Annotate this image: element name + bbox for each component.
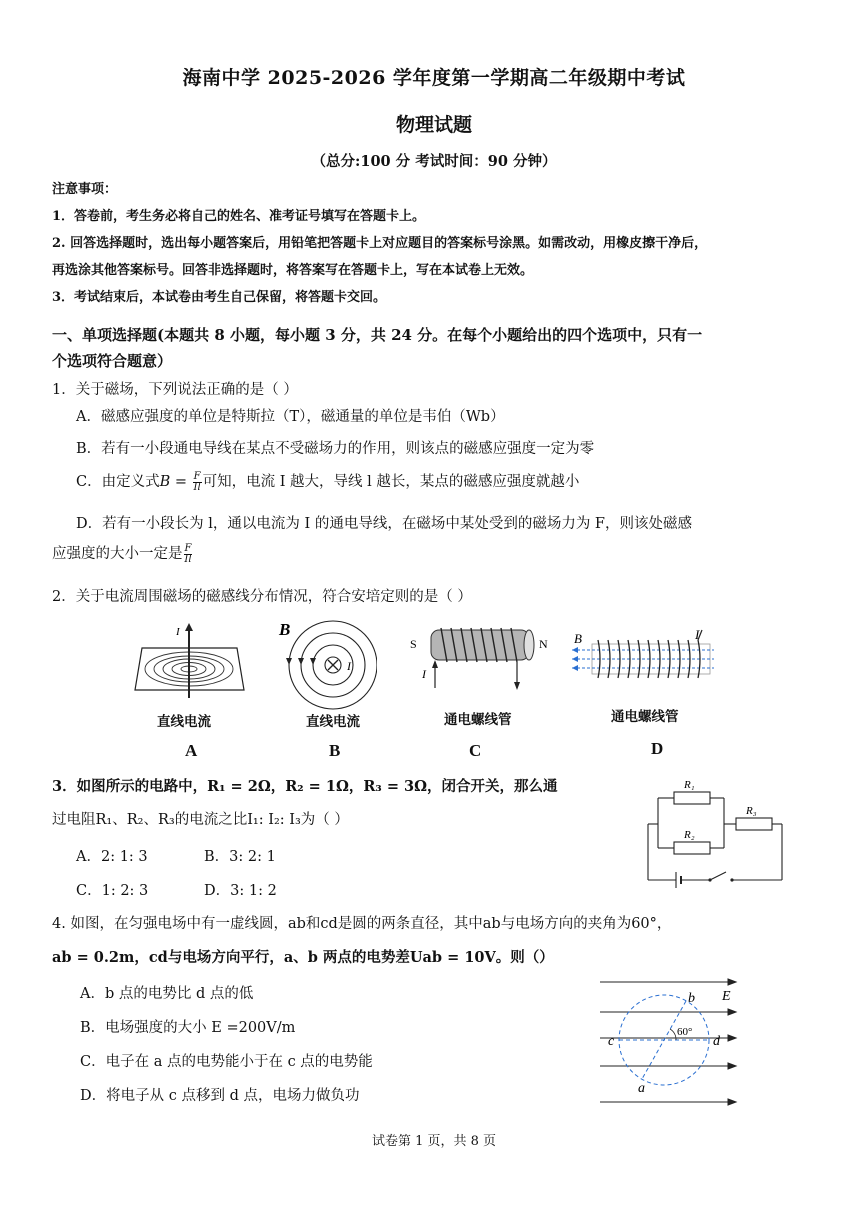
q2-figure-b (277, 615, 377, 713)
q2-caption-b: 直线电流 (306, 714, 360, 730)
q3-option-d: D．3: 1: 2 (204, 883, 277, 899)
q1-option-a: A．磁感应强度的单位是特斯拉（T），磁通量的单位是韦伯（Wb） (76, 409, 505, 425)
svg-text:c: c (608, 1034, 615, 1049)
q4-option-a: A．b 点的电势比 d 点的低 (80, 986, 254, 1002)
q1-option-d: D．若有一小段长为 l，通以电流为 I 的通电导线，在磁场中某处受到的磁场力为 F，则该处磁感 (76, 516, 692, 532)
q1-option-b: B．若有一小段通电导线在某点不受磁场力的作用，则该点的磁感应强度一定为零 (76, 441, 595, 457)
note-item: 3．考试结束后，本试卷由考生自己保留，将答题卡交回。 (52, 290, 387, 305)
svg-text:I: I (176, 626, 180, 638)
q2-figure-c (405, 622, 555, 694)
page-footer: 试卷第 1 页，共 8 页 (371, 1134, 497, 1149)
exam-title: 海南中学 2025-2026 学年度第一学期高二年级期中考试 (182, 67, 686, 89)
q4-option-d: D．将电子从 c 点移到 d 点，电场力做负功 (80, 1088, 360, 1104)
svg-text:B: B (279, 620, 291, 639)
q3-circuit-figure (640, 768, 790, 890)
svg-text:S: S (410, 637, 417, 651)
q3-option-c: C．1: 2: 3 (76, 883, 149, 899)
section-heading-cont: 个选项符合题意） (52, 352, 173, 370)
svg-text:a: a (638, 1081, 645, 1096)
q2-figure-d (568, 628, 718, 690)
q2-letter-d: D (651, 739, 664, 758)
section-heading: 一、单项选择题(本题共 8 小题，每小题 3 分，共 24 分。在每个小题给出的四个选项中，只有一 (52, 326, 703, 344)
svg-text:d: d (713, 1034, 720, 1049)
q2-caption-d: 通电螺线管 (611, 709, 679, 725)
note-item: 1．答卷前，考生务必将自己的姓名、准考证号填写在答题卡上。 (52, 209, 426, 224)
q4-stem: 4. 如图，在匀强电场中有一虚线圆，ab和cd是圆的两条直径，其中ab与电场方向的夹角为60°， (52, 916, 672, 932)
svg-text:R₂: R₂ (684, 829, 695, 841)
q2-figure-a (132, 620, 247, 702)
q2-stem: 2．关于电流周围磁场的磁感线分布情况，符合安培定则的是（ ） (52, 589, 472, 605)
q2-caption-c: 通电螺线管 (444, 712, 512, 728)
svg-text:b: b (688, 991, 695, 1006)
q2-letter-a: A (185, 741, 198, 760)
q4-option-c: C．电子在 a 点的电势能小于在 c 点的电势能 (80, 1054, 373, 1070)
subject-title: 物理试题 (395, 114, 472, 136)
note-item: 2. 回答选择题时，选出每小题答案后，用铅笔把答题卡上对应题目的答案标号涂黑。如需改动，用橡皮擦干净后， (52, 236, 708, 251)
svg-text:I: I (422, 667, 426, 681)
svg-text:B: B (574, 631, 582, 646)
note-item: 再选涂其他答案标号。回答非选择题时，将答案写在答题卡上，写在本试卷上无效。 (52, 263, 534, 278)
q1-option-c: C．由定义式B = $\frac{F}{Il}$ 可知，电流 I 越大，导线 l 越长，某点的磁感应强度就越小 (76, 470, 580, 493)
q4-option-b: B．电场强度的大小 E =200V/m (80, 1020, 296, 1036)
q4-stem-cont: ab = 0.2m，cd与电场方向平行，a、b 两点的电势差Uab = 10V。则（） (52, 949, 554, 966)
q3-option-b: B．3: 2: 1 (204, 849, 276, 865)
notes-heading: 注意事项： (52, 182, 118, 197)
svg-text:R₁: R₁ (684, 779, 695, 791)
q1-option-d-cont: 应强度的大小一定是 $\frac{F}{Il}$ (52, 542, 192, 565)
q3-stem: 3．如图所示的电路中，R₁ = 2Ω，R₂ = 1Ω，R₃ = 3Ω，闭合开关，那么通 (52, 778, 558, 795)
svg-text:E: E (722, 989, 731, 1004)
svg-text:I: I (347, 659, 351, 673)
q4-field-figure (598, 974, 748, 1109)
exam-info: （总分:100 分 考试时间：90 分钟） (311, 153, 557, 170)
q2-caption-a: 直线电流 (157, 714, 211, 730)
q2-letter-b: B (329, 741, 341, 760)
q2-letter-c: C (469, 741, 482, 760)
svg-text:I: I (695, 628, 700, 642)
q3-option-a: A．2: 1: 3 (76, 849, 148, 865)
q3-stem-cont: 过电阻R₁、R₂、R₃的电流之比I₁: I₂: I₃为（ ） (52, 812, 349, 828)
svg-text:N: N (539, 637, 548, 651)
svg-text:R₃: R₃ (746, 805, 757, 817)
svg-text:60°: 60° (677, 1026, 693, 1038)
q1-stem: 1．关于磁场，下列说法正确的是（ ） (52, 382, 298, 398)
